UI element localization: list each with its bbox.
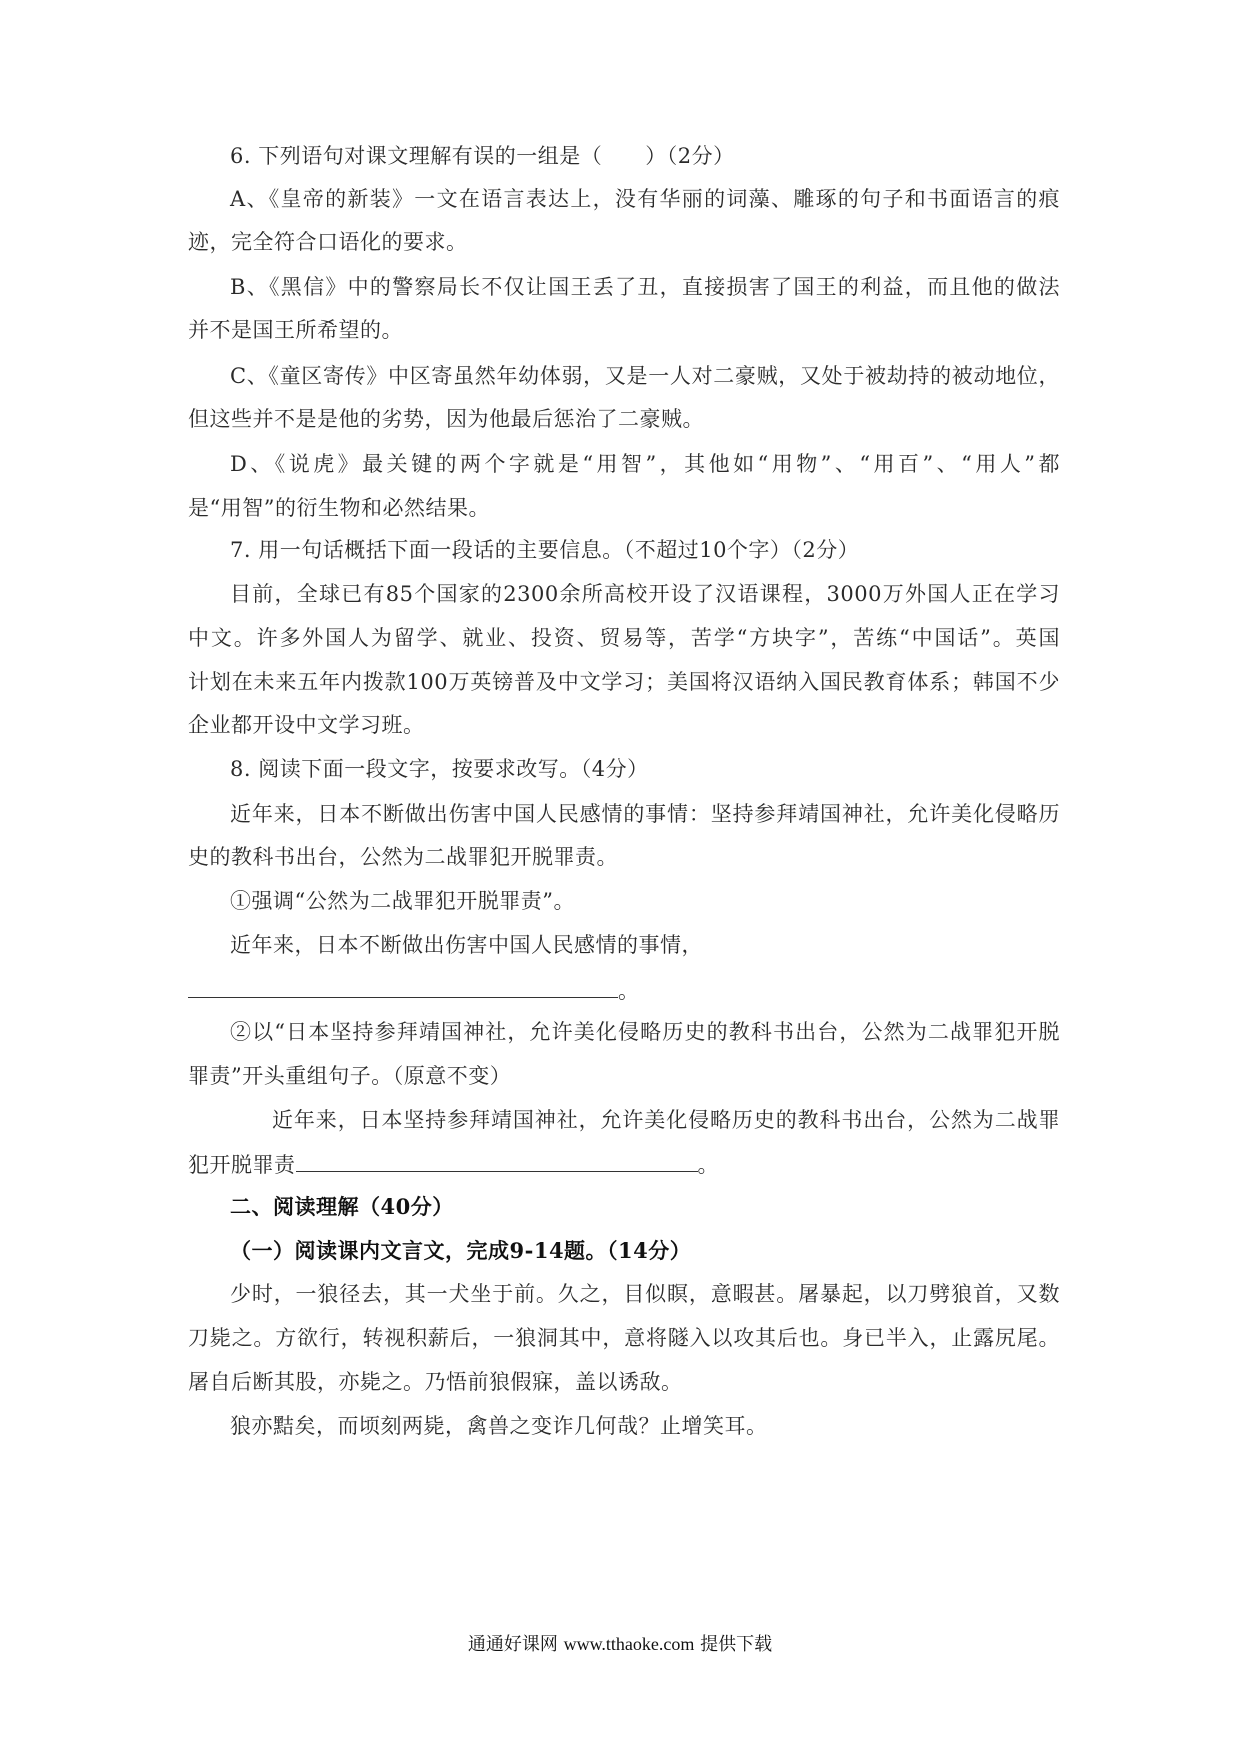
footer-url[interactable]: www.tthaoke.com (563, 1634, 695, 1654)
q8-subtask-2-line2: 罪责”开头重组句子。（原意不变） (188, 1064, 512, 1088)
q6-option-c-line2: 但这些并不是是他的劣势，因为他最后惩治了二豪贼。 (188, 407, 704, 431)
q6-option-b-line2: 并不是国王所希望的。 (188, 318, 403, 342)
q6-option-a-line2: 迹，完全符合口语化的要求。 (188, 230, 468, 254)
period-mark: 。 (697, 1153, 719, 1177)
q8-answer-line-2 (188, 1149, 719, 1179)
q6-option-d-line1: D、《说虎》最关键的两个字就是“用智”，其他如“用物”、“用百”、“用人”都 (230, 452, 1060, 476)
q6-option-b-line1: B、《黑信》中的警察局长不仅让国王丢了丑，直接损害了国王的利益，而且他的做法 (230, 275, 1060, 299)
q8-stem: 8. 阅读下面一段文字，按要求改写。（4分） (230, 757, 649, 781)
q7-paragraph-line2: 中文。许多外国人为留学、就业、投资、贸易等，苦学“方块字”，苦练“中国话”。英国 (188, 626, 1060, 650)
page-footer (0, 1632, 1240, 1657)
classical-text-line2: 刀毙之。方欲行，转视积薪后，一狼洞其中，意将隧入以攻其后也。身已半入，止露尻尾。 (188, 1326, 1060, 1350)
q8-subtask-1: ①强调“公然为二战罪犯开脱罪责”。 (230, 889, 575, 913)
footer-tail: 提供下载 (700, 1634, 773, 1655)
q6-option-a-line1: A、《皇帝的新装》一文在语言表达上，没有华丽的词藻、雕琢的句子和书面语言的痕 (230, 187, 1060, 211)
q7-stem: 7. 用一句话概括下面一段话的主要信息。（不超过10个字）（2分） (230, 538, 860, 562)
q8-subtask-2-prompt-line1: 近年来，日本坚持参拜靖国神社，允许美化侵略历史的教科书出台，公然为二战罪 (272, 1108, 1060, 1132)
q7-paragraph-line1: 目前，全球已有85个国家的2300余所高校开设了汉语课程，3000万外国人正在学习 (230, 582, 1060, 606)
q8-subtask-2-prompt-line2: 犯开脱罪责 (188, 1153, 296, 1177)
q6-stem: 6. 下列语句对课文理解有误的一组是（ ）（2分） (230, 144, 735, 168)
q7-paragraph-line4: 企业都开设中文学习班。 (188, 713, 425, 737)
q6-option-c-line1: C、《童区寄传》中区寄虽然年幼体弱，又是一人对二豪贼，又处于被劫持的被动地位， (230, 364, 1060, 388)
period-mark: 。 (618, 979, 640, 1003)
answer-blank[interactable] (296, 1149, 698, 1172)
q7-paragraph-line3: 计划在未来五年内拨款100万英镑普及中文学习；美国将汉语纳入国民教育体系；韩国不少 (188, 670, 1060, 694)
section-2-subtitle: （一）阅读课内文言文，完成9-14题。（14分） (230, 1238, 692, 1263)
classical-text-line1: 少时，一狼径去，其一犬坐于前。久之，目似瞑，意暇甚。屠暴起，以刀劈狼首，又数 (230, 1282, 1060, 1306)
q8-answer-line-1 (188, 975, 640, 1005)
section-2-title: 二、阅读理解（40分） (230, 1194, 454, 1219)
answer-blank[interactable] (188, 975, 618, 998)
q6-option-d-line2: 是“用智”的衍生物和必然结果。 (188, 496, 490, 520)
classical-text-line3: 屠自后断其股，亦毙之。乃悟前狼假寐，盖以诱敌。 (188, 1370, 683, 1394)
q8-paragraph-line1: 近年来，日本不断做出伤害中国人民感情的事情：坚持参拜靖国神社，允许美化侵略历 (230, 802, 1060, 826)
q8-subtask-2-line1: ②以“日本坚持参拜靖国神社，允许美化侵略历史的教科书出台，公然为二战罪犯开脱 (230, 1020, 1060, 1044)
q8-subtask-1-prompt: 近年来，日本不断做出伤害中国人民感情的事情， (230, 933, 703, 957)
footer-site-name: 通通好课网 (467, 1634, 558, 1655)
q8-paragraph-line2: 史的教科书出台，公然为二战罪犯开脱罪责。 (188, 845, 618, 869)
classical-text-line4: 狼亦黠矣，而顷刻两毙，禽兽之变诈几何哉？止增笑耳。 (230, 1414, 768, 1438)
